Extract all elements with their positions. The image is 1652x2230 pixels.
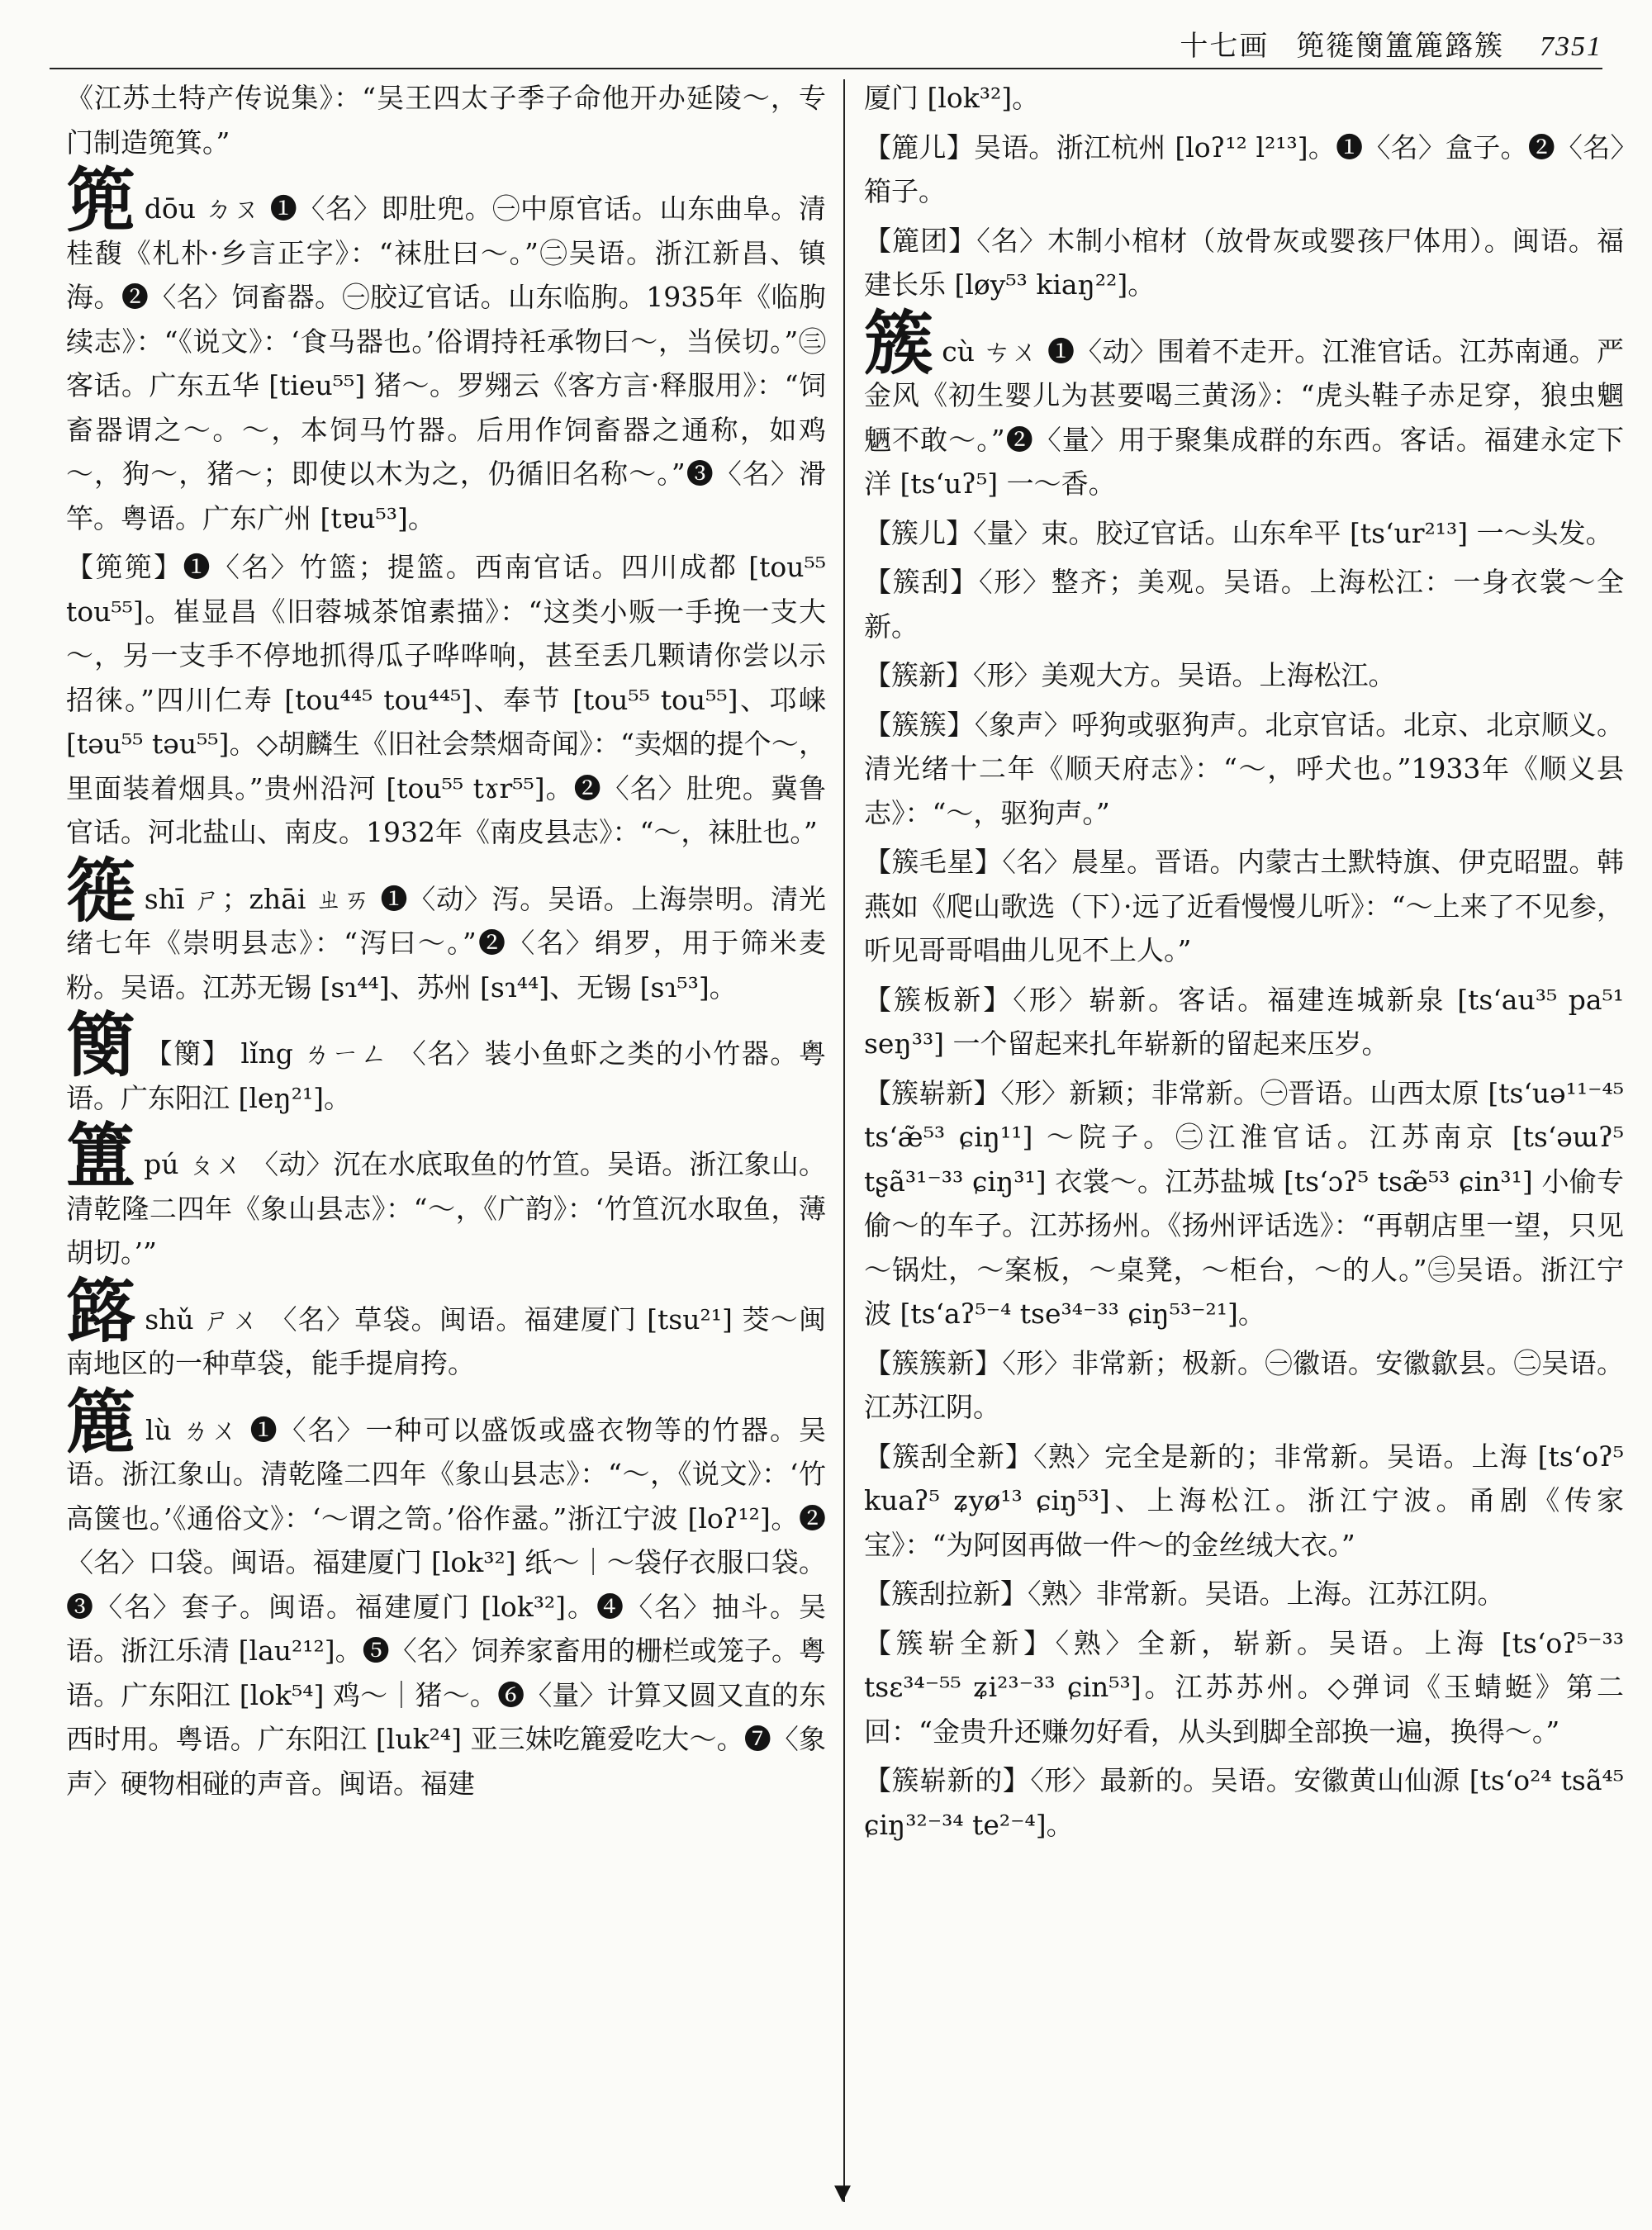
entry-pu <box>66 1115 826 1275</box>
continue-arrow-icon: ▼ <box>834 2180 851 2205</box>
subentry: 【簇板新】〈形〉崭新。客话。福建连城新泉 [ts‘au³⁵ pa⁵¹ seŋ³³] 一个留起来扎年崭新的留起来压岁。 <box>864 983 1624 1060</box>
entry-continuation: 厦门 [lok³²]。 <box>864 82 1040 114</box>
subentry: 【簇簇】〈象声〉呼狗或驱狗声。北京官话。北京、北京顺义。清光绪十二年《顺天府志》：“～，呼犬也。”1933年《顺义县志》：“～，驱狗声。” <box>864 708 1624 829</box>
left-column <box>66 76 826 1809</box>
headword: 簢 <box>66 1004 137 1086</box>
subentry: 【簏团】〈名〉木制小棺材（放骨灰或婴孩尸体用）。闽语。福建长乐 [løy⁵³ kiaŋ²²]。 <box>864 224 1624 301</box>
subentry: 【簇儿】〈量〉束。胶辽官话。山东牟平 [ts‘ur²¹³] 一～头发。 <box>864 516 1613 549</box>
page-header <box>50 23 1602 64</box>
entry-shi <box>66 849 826 1010</box>
entry-body: dōu ㄉㄡ ❶〈名〉即肚兜。㊀中原官话。山东曲阜。清桂馥《札朴·乡言正字》：“袜肚曰～。”㊁吴语。浙江新昌、镇海。❷〈名〉饲畜器。㊀胶辽官话。山东临朐。1935年《临朐续志》：“《说文》：‘食马器也。’俗谓持衽承物曰～，当侯切。”㊂客话。广东五华 [tieu⁵⁵] 猪～。罗翙云《客方言·释服用》：“饲畜器谓之～。～，本饲马竹器。后用作饲畜器之通称，如鸡～，狗～，猪～；即使以木为之，仍循旧名称～。”❸〈名〉滑竿。粤语。广东广州 [tɐu⁵³]。 <box>66 192 826 534</box>
right-column <box>864 76 1624 1850</box>
header-chars: 篼簁簢簠簏簬簇 <box>1296 30 1505 63</box>
subentry: 【簇刮全新】〈熟〉完全是新的；非常新。吴语。上海 [ts‘oʔ⁵ kuaʔ⁵ ʑyø¹³ ɕiŋ⁵³]、上海松江。浙江宁波。甬剧《传家宝》：“为阿囡再做一件～的金丝绒大衣。” <box>864 1440 1624 1561</box>
subentry: 【簇刮拉新】〈熟〉非常新。吴语。上海。江苏江阴。 <box>864 1578 1505 1610</box>
headword: 簁 <box>66 849 136 932</box>
headword: 簠 <box>66 1115 136 1197</box>
entry-body: pú ㄆㄨ 〈动〉沉在水底取鱼的竹笪。吴语。浙江象山。清乾隆二四年《象山县志》：“～，《广韵》：‘竹笪沉水取鱼，薄胡切。’” <box>66 1148 826 1269</box>
entry-lu <box>66 1380 826 1806</box>
page-number: 7351 <box>1540 31 1602 62</box>
column-divider <box>843 79 845 2202</box>
subentry: 【簇崭新】〈形〉新颖；非常新。㊀晋语。山西太原 [ts‘uə¹¹⁻⁴⁵ ts‘æ̃⁵³ ɕiŋ¹¹] ～院子。㊁江淮官话。江苏南京 [ts‘əɯʔ⁵ tʂã³¹⁻³³ ɕiŋ³¹] 衣裳～。江苏盐城 [ts‘ɔʔ⁵ tsæ̃⁵³ ɕin³¹] 小偷专偷～的车子。江苏扬州。《扬州评话选》：“再朝店里一望，只见～锅灶，～案板，～桌凳，～柜台，～的人。”㊂吴语。浙江宁波 [ts‘aʔ⁵⁻⁴ tse³⁴⁻³³ ɕiŋ⁵³⁻²¹]。 <box>864 1076 1624 1330</box>
entry-body: shī ㄕ；zhāi ㄓㄞ ❶〈动〉泻。吴语。上海崇明。清光绪七年《崇明县志》：“泻曰～。”❷〈名〉绢罗，用于筛米麦粉。吴语。江苏无锡 [sɿ⁴⁴]、苏州 [sɿ⁴⁴]、无锡 [sɿ⁵³]。 <box>66 882 826 1004</box>
subentry: 【簏儿】吴语。浙江杭州 [loʔ¹² l²¹³]。❶〈名〉盒子。❷〈名〉箱子。 <box>864 130 1624 207</box>
subentry: 【簇毛星】〈名〉晨星。晋语。内蒙古土默特旗、伊克昭盟。韩燕如《爬山歌选（下）·远了近看慢慢儿听》：“～上来了不见参，听见哥哥唱曲儿见不上人。” <box>864 846 1624 966</box>
headword: 簬 <box>66 1269 137 1352</box>
header-rule <box>50 68 1602 69</box>
entry-body: 【簢】 lǐng ㄌㄧㄥ 〈名〉装小鱼虾之类的小竹器。粤语。广东阳江 [leŋ²¹]。 <box>66 1037 826 1114</box>
entry-body: shǔ ㄕㄨ 〈名〉草袋。闽语。福建厦门 [tsu²¹] 茭～闽南地区的一种草袋，能手提肩挎。 <box>66 1302 826 1379</box>
subentry: 【簇簇新】〈形〉非常新；极新。㊀徽语。安徽歙县。㊁吴语。江苏江阴。 <box>864 1346 1624 1423</box>
entry-shu <box>66 1269 826 1386</box>
entry-body: lù ㄌㄨ ❶〈名〉一种可以盛饭或盛衣物等的竹器。吴语。浙江象山。清乾隆二四年《象山县志》：“～，《说文》：‘竹高箧也。’《通俗文》：‘～谓之笥。’俗作盝。”浙江宁波 [loʔ¹²]。❷〈名〉口袋。闽语。福建厦门 [lok³²] 纸～｜～袋仔衣服口袋。❸〈名〉套子。闽语。福建厦门 [lok³²]。❹〈名〉抽斗。吴语。浙江乐清 [lau²¹²]。❺〈名〉饲养家畜用的栅栏或笼子。粤语。广东阳江 [lok⁵⁴] 鸡～｜猪～。❻〈量〉计算又圆又直的东西时用。粤语。广东阳江 [luk²⁴] 亚三妹吃簏爱吃大～。❼〈象声〉硬物相碰的声音。闽语。福建 <box>66 1413 826 1800</box>
headword: 篼 <box>66 159 136 241</box>
entry-body: cù ㄘㄨ ❶〈动〉围着不走开。江淮官话。江苏南通。严金风《初生婴儿为甚要喝三黄汤》：“虎头鞋子赤足穿，狼虫魍魉不敢～。”❷〈量〉用于聚集成群的东西。客话。福建永定下洋 [ts‘uʔ⁵] 一～香。 <box>864 334 1624 500</box>
entry-ling <box>66 1004 826 1120</box>
entry-continuation: 《江苏土特产传说集》：“吴王四太子季子命他开办延陵～，专门制造篼箕。” <box>66 82 826 159</box>
entry-cu <box>864 301 1624 506</box>
subentry: 【簇崭新的】〈形〉最新的。吴语。安徽黄山仙源 [ts‘o²⁴ tsã⁴⁵ ɕiŋ³²⁻³⁴ te²⁻⁴]。 <box>864 1764 1624 1841</box>
headword: 簏 <box>66 1380 137 1463</box>
headword: 簇 <box>864 301 934 384</box>
subentry-doudou: 【篼篼】❶〈名〉竹篮；提篮。西南官话。四川成都 [tou⁵⁵ tou⁵⁵]。崔显昌《旧蓉城茶馆素描》：“这类小贩一手挽一支大～，另一支手不停地抓得瓜子哗哗响，甚至丢几颗请你尝以示招徕。”四川仁寿 [tou⁴⁴⁵ tou⁴⁴⁵]、奉节 [tou⁵⁵ tou⁵⁵]、邛崃 [təu⁵⁵ təu⁵⁵]。◇胡麟生《旧社会禁烟奇闻》：“卖烟的提个～，里面装着烟具。”贵州沿河 [tou⁵⁵ tɤr⁵⁵]。❷〈名〉肚兜。冀鲁官话。河北盐山、南皮。1932年《南皮县志》：“～，袜肚也。” <box>66 551 826 848</box>
subentry: 【簇刮】〈形〉整齐；美观。吴语。上海松江：一身衣裳～全新。 <box>864 566 1624 643</box>
subentry: 【簇崭全新】〈熟〉全新，崭新。吴语。上海 [ts‘oʔ⁵⁻³³ tsɛ³⁴⁻⁵⁵ ʑi²³⁻³³ ɕin⁵³]。江苏苏州。◇弹词《玉蜻蜓》第二回：“金贵升还赚勿好看，从头到脚全部换一遍，换得～。” <box>864 1626 1624 1748</box>
entry-dou <box>66 159 826 540</box>
section-label: 十七画 <box>1180 30 1270 63</box>
subentry: 【簇新】〈形〉美观大方。吴语。上海松江。 <box>864 659 1396 691</box>
